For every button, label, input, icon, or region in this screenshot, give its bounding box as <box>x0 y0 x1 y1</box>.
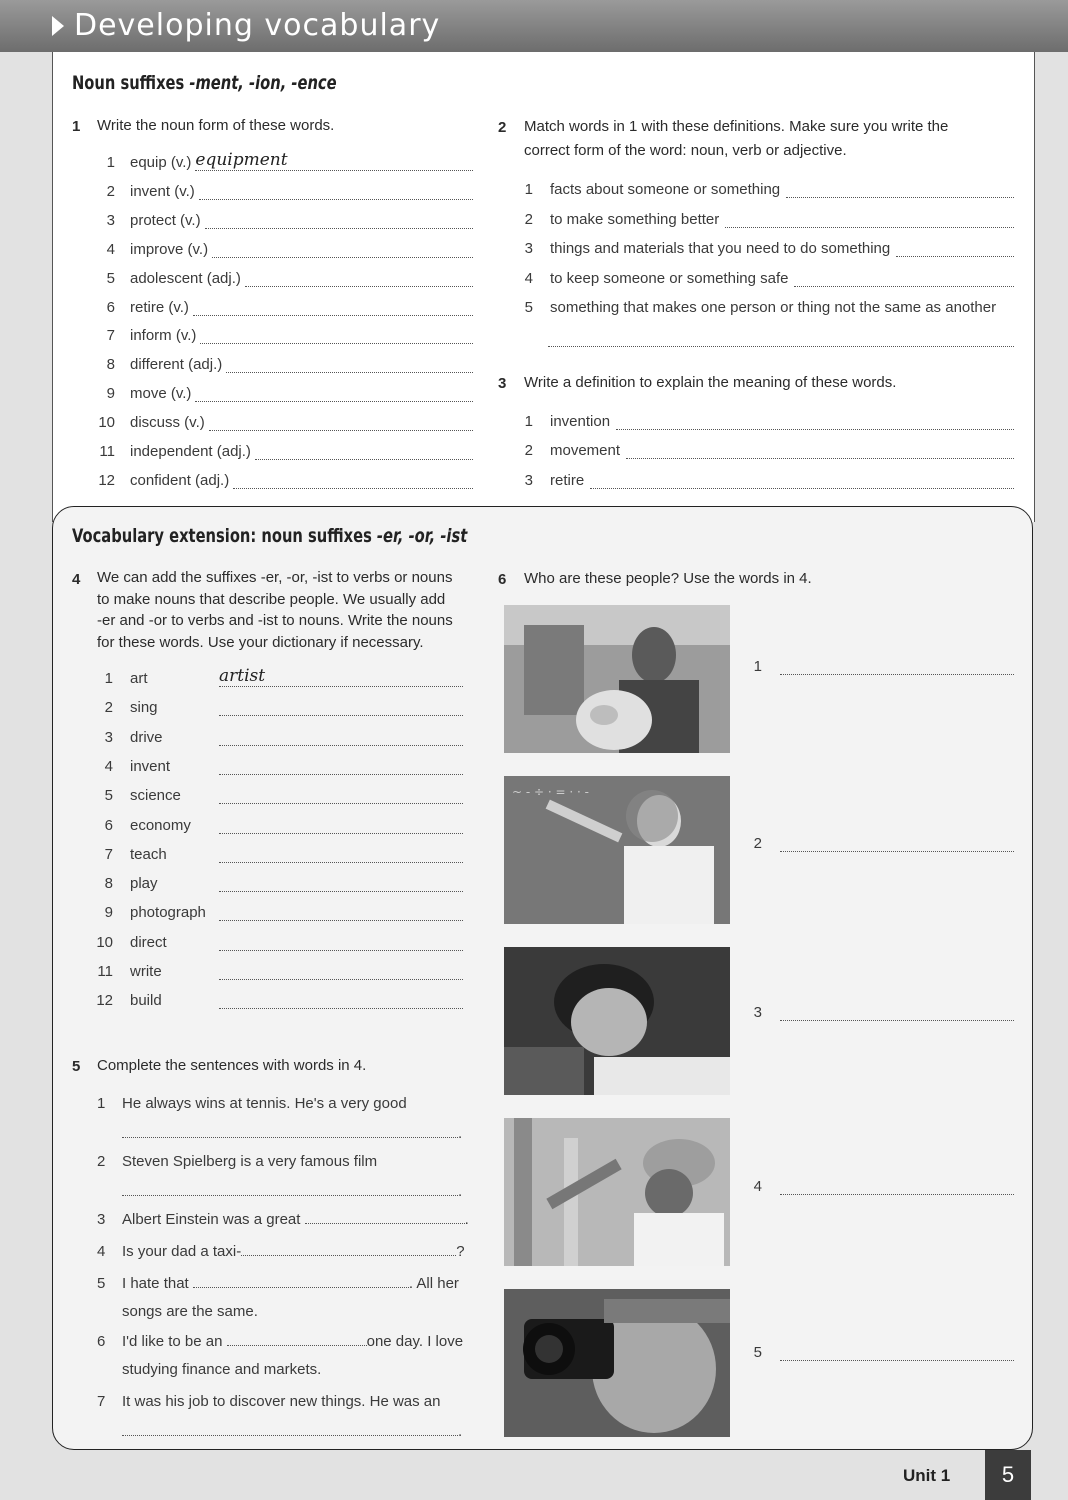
exercise-4-line: -er and -or to verbs and -ist to nouns. Write the nouns <box>97 612 453 629</box>
item-word: write <box>130 963 162 980</box>
exercise-6-number: 6 <box>498 571 507 588</box>
answer-line[interactable] <box>896 240 1014 257</box>
item-number: 6 <box>104 816 113 834</box>
answer-line[interactable] <box>780 835 1014 852</box>
exercise-4-item <box>97 787 463 809</box>
item-word: science <box>130 787 181 805</box>
item-number: 3 <box>524 472 533 489</box>
answer-line[interactable] <box>227 1331 367 1346</box>
unit-label: Unit 1 <box>903 1466 951 1485</box>
exercise-4-item <box>97 992 463 1014</box>
answer-line[interactable] <box>780 1004 1014 1021</box>
answer-line[interactable] <box>226 356 473 373</box>
item-word: play <box>130 875 158 893</box>
exercise-3-number: 3 <box>498 375 507 392</box>
exercise-4-item <box>97 758 463 780</box>
answer-line[interactable] <box>219 846 463 863</box>
answer-line[interactable] <box>219 758 463 775</box>
exercise-2-instruction-line2: correct form of the word: noun, verb or adjective. <box>524 142 847 159</box>
item-number: 11 <box>99 443 115 460</box>
answer-line[interactable] <box>241 1241 456 1256</box>
item-word: equip (v.) <box>130 154 192 171</box>
item-number: 1 <box>106 154 115 171</box>
item-word: improve (v.) <box>130 240 209 258</box>
answer-line[interactable] <box>219 875 463 892</box>
item-number: 4 <box>104 757 113 775</box>
sentence-2-number: 2 <box>97 1153 106 1170</box>
item-word: protect (v.) <box>130 211 201 229</box>
sentence-7-number: 7 <box>97 1393 106 1410</box>
header-bar <box>0 0 1068 52</box>
item-word: direct <box>130 933 167 951</box>
answer-line[interactable] <box>219 817 463 834</box>
item-word: invention <box>550 413 611 430</box>
sentence-4-number: 4 <box>97 1243 106 1260</box>
item-word: retire (v.) <box>130 298 189 316</box>
exercise-2-item-5-answer[interactable] <box>548 330 1014 352</box>
exercise-1-number: 1 <box>72 118 81 135</box>
exercise-6-instruction: Who are these people? Use the words in 4. <box>524 570 812 587</box>
item-word: art <box>130 670 148 687</box>
exercise-1-item <box>97 472 473 494</box>
sentence-6-text-c: studying finance and markets. <box>122 1361 322 1378</box>
item-number: 2 <box>106 182 115 200</box>
item-number: 10 <box>96 933 113 951</box>
exercise-1-item <box>97 150 473 176</box>
answer-line[interactable] <box>205 212 473 229</box>
item-word: independent (adj.) <box>130 443 251 460</box>
item-word: build <box>130 992 162 1010</box>
exercise-1-item <box>97 241 473 263</box>
item-number: 11 <box>97 963 113 980</box>
answer-line[interactable] <box>780 1344 1014 1361</box>
sentence-6-number: 6 <box>97 1333 106 1350</box>
builder-image <box>504 1118 730 1266</box>
item-word: movement <box>550 442 621 459</box>
exercise-2-instruction-line1: Match words in 1 with these definitions. Make sure you write the <box>524 118 949 135</box>
item-number: 3 <box>106 211 115 229</box>
handwritten-answer: equipment <box>195 150 288 170</box>
sentence-6-text-a: I'd like to be an <box>122 1333 223 1350</box>
definition-text: things and materials that you need to do something <box>550 240 891 257</box>
answer-line[interactable] <box>193 299 473 316</box>
item-number: 2 <box>104 699 113 717</box>
item-number: 7 <box>106 327 115 345</box>
answer-line[interactable] <box>245 270 473 287</box>
page-number: 5 <box>985 1450 1031 1500</box>
item-number: 4 <box>106 240 115 258</box>
exercise-4-item <box>97 699 463 721</box>
exercise-1-item <box>97 385 473 407</box>
exercise-6-item <box>748 835 1014 857</box>
definition-text: to make something better <box>550 211 720 228</box>
item-number: 3 <box>753 1004 762 1021</box>
answer-line[interactable] <box>305 1209 465 1224</box>
answer-line[interactable] <box>255 443 473 460</box>
item-number: 8 <box>106 356 115 374</box>
exercise-2-item <box>524 181 1014 203</box>
item-number: 2 <box>524 211 533 228</box>
sentence-5-number: 5 <box>97 1275 106 1292</box>
photo-teacher <box>504 776 730 924</box>
item-word: invent (v.) <box>130 182 195 200</box>
exercise-2-item <box>524 270 1014 292</box>
exercise-1-item <box>97 212 473 234</box>
exercise-4-item <box>97 729 463 751</box>
exercise-2-item <box>524 299 1014 321</box>
item-number: 2 <box>524 442 533 459</box>
exercise-4-item <box>97 904 463 926</box>
exercise-5-instruction: Complete the sentences with words in 4. <box>97 1057 367 1074</box>
item-word: economy <box>130 816 191 834</box>
item-number: 3 <box>104 728 113 746</box>
exercise-6-item <box>748 658 1014 680</box>
sentence-1-text: He always wins at tennis. He's a very good <box>122 1095 407 1112</box>
item-number: 2 <box>753 835 762 852</box>
exercise-3-item <box>524 442 1014 464</box>
sentence-5-text-a: I hate that <box>122 1275 189 1292</box>
exercise-4-line: We can add the suffixes -er, -or, -ist to verbs or nouns <box>97 569 453 586</box>
item-number: 12 <box>98 471 115 489</box>
answer-line[interactable] <box>626 442 1014 459</box>
exercise-3-instruction: Write a definition to explain the meaning of these words. <box>524 374 897 391</box>
item-number: 5 <box>753 1344 762 1361</box>
item-word: discuss (v.) <box>130 414 205 432</box>
exercise-2-number: 2 <box>498 119 507 136</box>
item-number: 7 <box>104 845 113 863</box>
sentence-3: Albert Einstein was a great . <box>122 1211 469 1228</box>
item-number: 9 <box>106 385 115 403</box>
answer-line[interactable] <box>233 472 473 489</box>
answer-line[interactable] <box>219 963 463 980</box>
sentence-2-blank[interactable]: . <box>122 1178 462 1206</box>
answer-line[interactable] <box>786 181 1014 198</box>
item-number: 5 <box>104 787 113 805</box>
sentence-7-text: It was his job to discover new things. He was an <box>122 1393 441 1410</box>
answer-line[interactable] <box>195 385 473 402</box>
exercise-4-item <box>97 934 463 956</box>
exercise-1-item <box>97 299 473 321</box>
exercise-3-item <box>524 472 1014 494</box>
photo-photographer <box>504 1289 730 1437</box>
page-title: Developing vocabulary <box>74 8 441 43</box>
item-word: inform (v.) <box>130 327 197 345</box>
item-word: move (v.) <box>130 385 192 403</box>
item-word: invent <box>130 757 171 775</box>
exercise-2-item <box>524 211 1014 233</box>
sentence-3-number: 3 <box>97 1211 106 1228</box>
item-word: sing <box>130 699 158 717</box>
answer-line[interactable] <box>219 699 463 716</box>
item-word: teach <box>130 845 167 863</box>
play-arrow-icon <box>52 16 64 36</box>
sculptor-image <box>504 605 730 753</box>
exercise-6-item <box>748 1178 1014 1200</box>
definition-text: to keep someone or something safe <box>550 270 789 287</box>
item-number: 5 <box>106 269 115 287</box>
sentence-1-number: 1 <box>97 1095 106 1112</box>
item-number: 1 <box>524 413 533 430</box>
exercise-6-item <box>748 1344 1014 1366</box>
item-number: 1 <box>524 181 533 198</box>
answer-line[interactable] <box>725 211 1014 228</box>
exercise-3-item <box>524 413 1014 435</box>
item-word: confident (adj.) <box>130 471 230 489</box>
item-number: 5 <box>524 299 533 316</box>
exercise-4-item <box>97 666 463 692</box>
item-word: photograph <box>130 904 206 922</box>
item-number: 4 <box>753 1178 762 1195</box>
exercise-4-item <box>97 963 463 985</box>
answer-line[interactable] <box>219 904 463 921</box>
exercise-1-item <box>97 327 473 349</box>
item-number: 3 <box>524 240 533 257</box>
item-word: drive <box>130 728 163 746</box>
answer-line[interactable] <box>122 1123 458 1138</box>
answer-line[interactable] <box>219 992 463 1009</box>
answer-line[interactable] <box>193 1273 409 1288</box>
item-number: 1 <box>104 670 113 687</box>
teacher-image <box>504 776 730 924</box>
answer-line[interactable] <box>209 414 473 431</box>
answer-line[interactable] <box>199 183 473 200</box>
answer-line[interactable] <box>122 1181 458 1196</box>
answer-line[interactable] <box>219 934 463 951</box>
sentence-3-text: Albert Einstein was a great <box>122 1211 301 1228</box>
answer-line[interactable] <box>219 787 463 804</box>
exercise-4-item <box>97 875 463 897</box>
answer-line[interactable] <box>219 729 463 746</box>
item-number: 12 <box>96 992 113 1010</box>
sentence-7-blank[interactable]: . <box>122 1418 462 1446</box>
sentence-5-text-b: All her <box>416 1275 459 1292</box>
exercise-6-item <box>748 1004 1014 1026</box>
answer-line[interactable] <box>794 270 1014 287</box>
definition-text: something that makes one person or thing not the same as another <box>550 299 997 316</box>
exercise-1-item <box>97 270 473 292</box>
sentence-4: Is your dad a taxi- ? <box>122 1243 465 1260</box>
exercise-1-item <box>97 356 473 378</box>
handwritten-answer: artist <box>219 666 266 686</box>
answer-line[interactable] <box>548 330 1014 347</box>
answer-line[interactable] <box>200 327 473 344</box>
exercise-4-line: for these words. Use your dictionary if necessary. <box>97 633 424 651</box>
exercise-1-item <box>97 443 473 465</box>
exercise-4-number: 4 <box>72 571 81 588</box>
answer-line[interactable] <box>780 658 1014 675</box>
sentence-5: I hate that . All her <box>122 1275 459 1292</box>
answer-line[interactable] <box>590 472 1014 489</box>
item-number: 9 <box>104 904 113 922</box>
item-number: 8 <box>104 875 113 893</box>
writer-image <box>504 947 730 1095</box>
item-word: retire <box>550 472 585 489</box>
item-number: 4 <box>524 270 533 287</box>
sentence-2-text: Steven Spielberg is a very famous film <box>122 1153 378 1170</box>
item-number: 1 <box>753 658 762 675</box>
section1-title: Noun suffixes -ment, -ion, -ence <box>72 72 337 94</box>
photo-builder <box>504 1118 730 1266</box>
answer-line[interactable] <box>212 241 473 258</box>
answer-line[interactable] <box>616 413 1014 430</box>
photographer-image <box>504 1289 730 1437</box>
sentence-5-text-c: songs are the same. <box>122 1303 258 1320</box>
sentence-6-text-b: one day. I love <box>366 1333 464 1350</box>
definition-text: facts about someone or something <box>550 181 781 198</box>
item-word: adolescent (adj.) <box>130 269 241 287</box>
section2-title: Vocabulary extension: noun suffixes -er, -or, -ist <box>72 525 468 547</box>
photo-sculptor <box>504 605 730 753</box>
answer-line[interactable] <box>122 1421 458 1436</box>
exercise-4-item <box>97 846 463 868</box>
item-number: 6 <box>106 298 115 316</box>
exercise-2-item <box>524 240 1014 262</box>
sentence-1-blank[interactable]: . <box>122 1120 462 1148</box>
item-number: 10 <box>98 414 115 432</box>
exercise-1-item <box>97 183 473 205</box>
exercise-4-item <box>97 817 463 839</box>
exercise-1-item <box>97 414 473 436</box>
sentence-6 <box>122 1328 463 1356</box>
photo-writer <box>504 947 730 1095</box>
exercise-1-instruction: Write the noun form of these words. <box>97 117 335 134</box>
item-word: different (adj.) <box>130 356 223 374</box>
exercise-4-line: to make nouns that describe people. We usually add <box>97 590 446 608</box>
sentence-4-text: Is your dad a taxi- <box>122 1243 242 1260</box>
exercise-5-number: 5 <box>72 1058 81 1075</box>
answer-line[interactable] <box>780 1178 1014 1195</box>
exercise-4-instruction <box>97 567 453 653</box>
chalk-marks: ~ - ÷ · = · · - <box>512 785 589 799</box>
